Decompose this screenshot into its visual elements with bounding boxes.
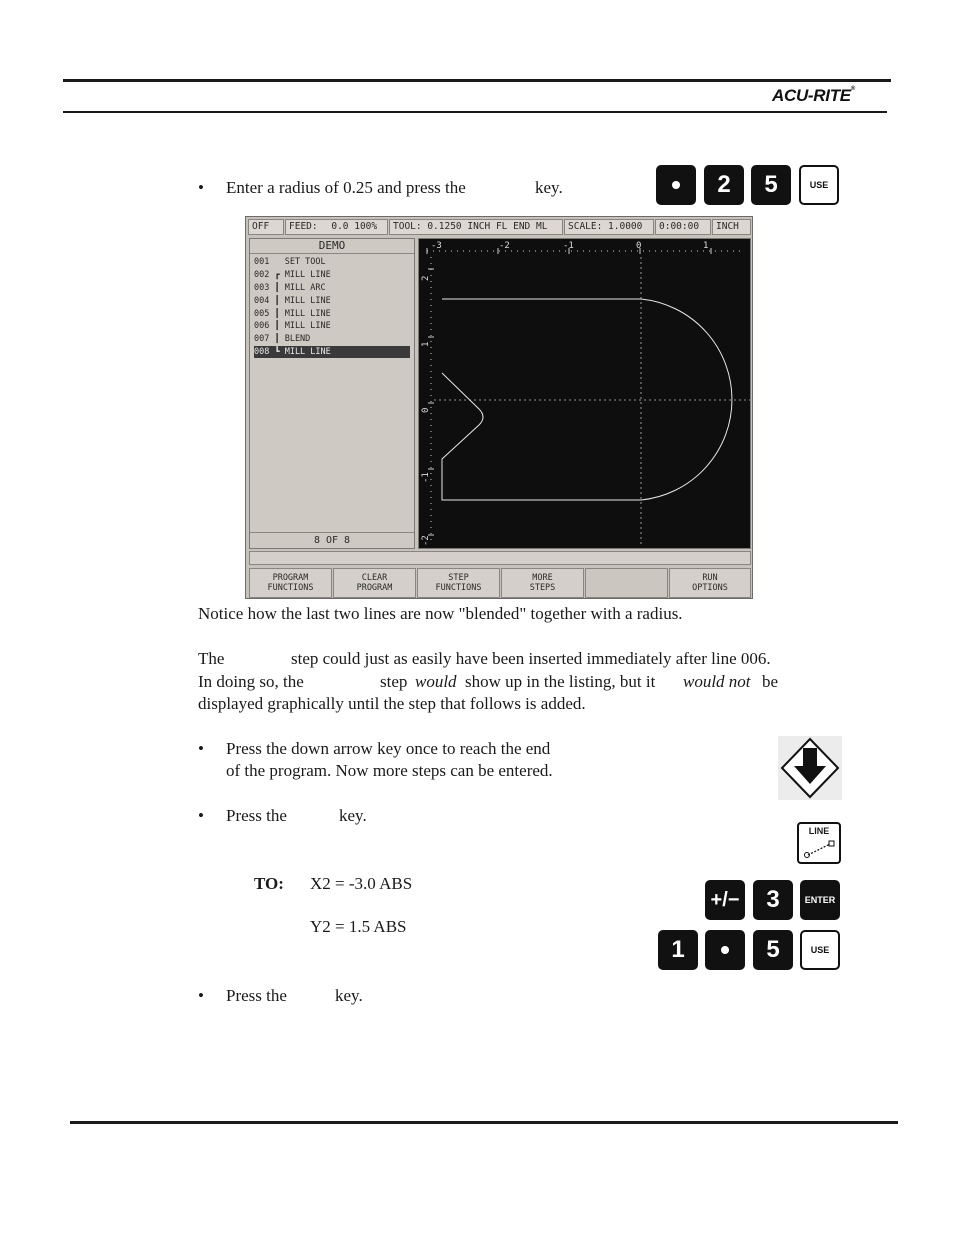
step3-text-end: key.: [339, 806, 367, 825]
softkey-program-functions[interactable]: PROGRAM FUNCTIONS: [249, 568, 332, 598]
key-1[interactable]: 1: [658, 930, 698, 970]
axis-left-label: 0: [421, 407, 431, 413]
header-rule-top: [63, 79, 891, 82]
toolpath-shape: [442, 299, 732, 500]
para2-l2a: In doing so, the: [198, 672, 304, 691]
bullet: •: [198, 739, 204, 758]
softkey-run-options[interactable]: RUN OPTIONS: [669, 568, 751, 598]
program-line[interactable]: 005 ┃ MILL LINE: [254, 309, 331, 319]
status-time: 0:00:00: [655, 219, 711, 235]
bullet: •: [198, 806, 204, 825]
softkey-clear-program[interactable]: CLEAR PROGRAM: [333, 568, 416, 598]
program-line-selected[interactable]: 008 ┗ MILL LINE: [254, 346, 410, 358]
softkey-blank[interactable]: [585, 568, 668, 598]
key-2[interactable]: 2: [704, 165, 744, 205]
axis-top-label: 1: [703, 241, 709, 251]
to-x2: X2 = -3.0 ABS: [310, 874, 413, 893]
axis-top-label: -3: [431, 241, 442, 251]
program-line[interactable]: 004 ┃ MILL LINE: [254, 296, 331, 306]
key-5[interactable]: 5: [751, 165, 791, 205]
footer-rule: [70, 1121, 898, 1124]
step2-line2: of the program. Now more steps can be entered.: [226, 761, 553, 780]
decimal-key[interactable]: •: [705, 930, 745, 970]
program-name: DEMO: [250, 239, 414, 254]
toolpath-graph: [418, 238, 751, 549]
para2-l2f: be: [762, 672, 779, 691]
program-line[interactable]: 007 ┃ BLEND: [254, 334, 311, 344]
decimal-key[interactable]: •: [656, 165, 696, 205]
program-list: [249, 238, 415, 549]
para2-l2e: would not: [683, 672, 751, 691]
axis-left-label: 1: [421, 341, 431, 347]
softkey-step-functions[interactable]: STEP FUNCTIONS: [417, 568, 500, 598]
step3-text: Press the: [226, 806, 287, 825]
to-label: TO:: [254, 874, 284, 893]
use-key[interactable]: USE: [800, 930, 840, 970]
line-icon: [799, 824, 839, 862]
toolpath-svg: [419, 239, 750, 548]
para2-l2c: would: [415, 672, 457, 691]
axis-left-label: 2: [421, 275, 431, 281]
axis-top-label: 0: [636, 241, 642, 251]
use-key[interactable]: USE: [799, 165, 839, 205]
step4-text: Press the: [226, 986, 287, 1005]
plus-minus-label: +/−: [710, 888, 740, 911]
line-key[interactable]: [797, 822, 841, 864]
step1-text-end: key.: [535, 178, 563, 197]
step1-text: Enter a radius of 0.25 and press the: [226, 178, 466, 197]
paragraph-blend-note: Notice how the last two lines are now "blended" together with a radius.: [198, 604, 683, 623]
feed-value: 0.0 100%: [331, 221, 378, 232]
brand-logo: ACU-RITE®: [772, 86, 855, 105]
status-tool: TOOL: 0.1250 INCH FL END ML: [389, 219, 563, 235]
line-key-label: LINE: [808, 826, 830, 836]
key-3[interactable]: 3: [753, 880, 793, 920]
axis-top-label: -1: [563, 241, 574, 251]
program-line[interactable]: 002 ┏ MILL LINE: [254, 270, 331, 280]
bullet: •: [198, 986, 204, 1005]
softkey-more-steps[interactable]: MORE STEPS: [501, 568, 584, 598]
status-mode: OFF: [248, 219, 284, 235]
status-feed: [285, 219, 388, 235]
message-bar: [249, 551, 751, 565]
axis-left-label: -1: [421, 472, 431, 483]
step4-text-end: key.: [335, 986, 363, 1005]
down-arrow-key-icon[interactable]: [778, 736, 842, 800]
para2-l2b: step: [380, 672, 408, 691]
para2-l1a: The: [198, 649, 225, 668]
key-5[interactable]: 5: [753, 930, 793, 970]
header-rule-bottom: [63, 111, 887, 113]
feed-label: FEED:: [289, 221, 318, 232]
plus-minus-key[interactable]: [705, 880, 745, 920]
program-count: 8 OF 8: [250, 532, 414, 548]
status-scale: SCALE: 1.0000: [564, 219, 654, 235]
para2-l3: displayed graphically until the step that follows is added.: [198, 694, 586, 713]
program-line[interactable]: 006 ┃ MILL LINE: [254, 321, 331, 331]
enter-key[interactable]: ENTER: [800, 880, 840, 920]
step2-line1: Press the down arrow key once to reach the end: [226, 739, 551, 758]
bullet: •: [198, 178, 204, 197]
to-y2: Y2 = 1.5 ABS: [310, 917, 407, 936]
dro-screen: [245, 216, 753, 599]
status-units: INCH: [712, 219, 751, 235]
para2-l1b: step could just as easily have been inserted immediately after line 006.: [291, 649, 771, 668]
axis-top-label: -2: [499, 241, 510, 251]
axis-left-label: -2: [421, 535, 431, 546]
program-line[interactable]: 003 ┃ MILL ARC: [254, 283, 326, 293]
para2-l2d: show up in the listing, but it: [465, 672, 656, 691]
program-line[interactable]: 001 SET TOOL: [254, 257, 326, 267]
